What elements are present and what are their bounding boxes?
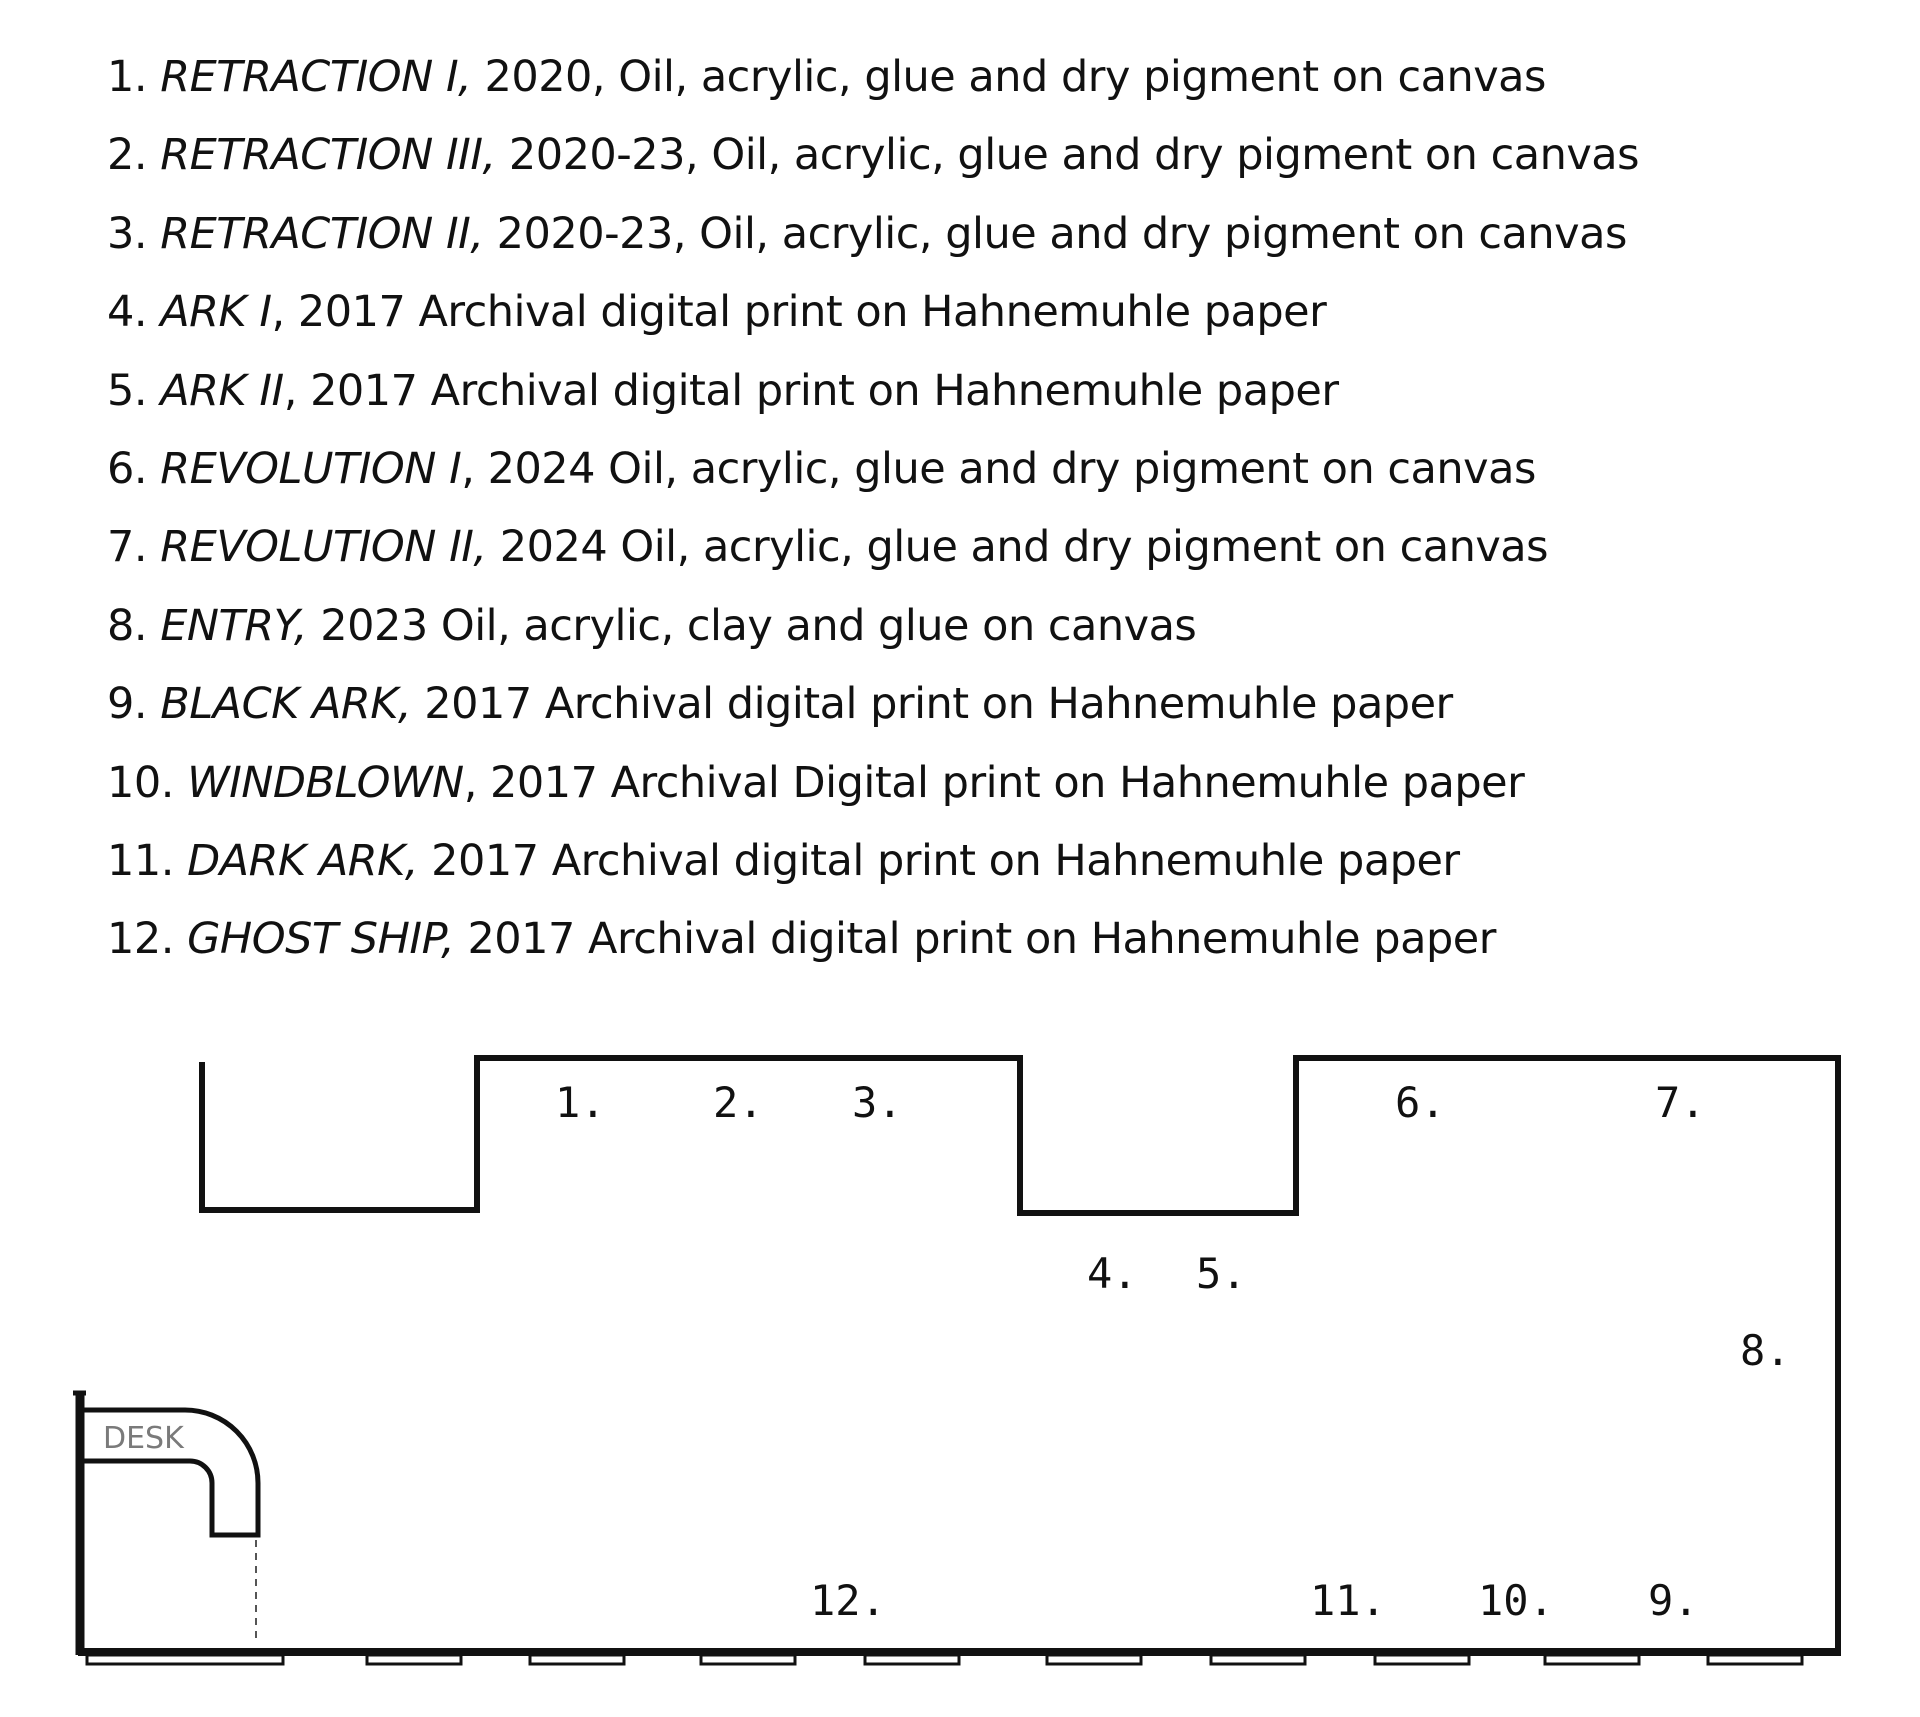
floorplan-position-8: 8.: [1740, 1326, 1791, 1375]
artwork-title: RETRACTION I,: [160, 52, 472, 102]
artwork-title: ARK II: [160, 365, 284, 416]
checklist-number: 4.: [107, 287, 148, 338]
checklist-item: [107, 744, 1639, 822]
window: [1708, 1655, 1802, 1664]
floorplan-position-10: 10.: [1478, 1576, 1554, 1625]
checklist-item: [107, 352, 1639, 430]
artwork-details: 2024 Oil, acrylic, glue and dry pigment on canvas: [486, 522, 1549, 573]
artwork-title: GHOST SHIP,: [187, 914, 455, 965]
checklist-number: 12.: [107, 914, 174, 965]
window: [1545, 1655, 1639, 1664]
artwork-title: REVOLUTION I: [160, 443, 462, 494]
window: [701, 1655, 795, 1664]
artwork-details: , 2017 Archival Digital print on Hahnemuhle paper: [463, 757, 1525, 808]
checklist-item: [107, 900, 1639, 978]
checklist-number: 5.: [107, 365, 148, 416]
window: [87, 1655, 283, 1664]
artwork-title: WINDBLOWN: [187, 757, 464, 808]
artwork-details: 2020-23, Oil, acrylic, glue and dry pigment on canvas: [495, 130, 1640, 181]
artwork-title: RETRACTION III,: [160, 130, 496, 181]
checklist-item: [107, 508, 1639, 586]
checklist-number: 10.: [107, 757, 174, 808]
artwork-details: , 2017 Archival digital print on Hahnemuhle paper: [271, 287, 1327, 338]
window: [865, 1655, 959, 1664]
artwork-title: ARK I: [160, 287, 272, 338]
checklist-number: 7.: [107, 522, 148, 573]
artwork-details: 2017 Archival digital print on Hahnemuhle paper: [418, 835, 1460, 886]
artwork-details: 2017 Archival digital print on Hahnemuhle paper: [454, 914, 1496, 965]
gallery-walls: [202, 1058, 1838, 1652]
floorplan-position-6: 6.: [1395, 1078, 1446, 1127]
floorplan-position-11: 11.: [1310, 1576, 1386, 1625]
checklist-item: [107, 587, 1639, 665]
checklist-number: 3.: [107, 208, 148, 259]
checklist-item: [107, 822, 1639, 900]
window: [1375, 1655, 1469, 1664]
artwork-details: , 2017 Archival digital print on Hahnemuhle paper: [283, 365, 1339, 416]
artwork-title: DARK ARK,: [187, 835, 418, 886]
artwork-details: 2020-23, Oil, acrylic, glue and dry pigment on canvas: [483, 208, 1627, 259]
artwork-title: ENTRY,: [160, 600, 308, 651]
checklist-item: [107, 116, 1639, 194]
floorplan-position-4: 4.: [1087, 1249, 1138, 1298]
window: [1211, 1655, 1305, 1664]
checklist-number: 1.: [107, 52, 148, 102]
floorplan-position-2: 2.: [713, 1078, 764, 1127]
floorplan-position-1: 1.: [555, 1078, 606, 1127]
checklist-number: 2.: [107, 130, 148, 181]
floorplan-position-5: 5.: [1196, 1249, 1247, 1298]
front-windows: [87, 1655, 1802, 1664]
window: [367, 1655, 461, 1664]
floorplan-position-9: 9.: [1648, 1576, 1699, 1625]
checklist-item: [107, 195, 1639, 273]
gallery-floor-plan: [0, 1000, 1920, 1717]
window: [530, 1655, 624, 1664]
floorplan-position-12: 12.: [810, 1576, 886, 1625]
artwork-details: 2023 Oil, acrylic, clay and glue on canvas: [307, 600, 1197, 651]
checklist-number: 8.: [107, 600, 148, 651]
checklist-number: 6.: [107, 443, 148, 494]
checklist-item: [107, 430, 1639, 508]
window: [1047, 1655, 1141, 1664]
floorplan-position-7: 7.: [1655, 1078, 1706, 1127]
artwork-details: 2020, Oil, acrylic, glue and dry pigment on canvas: [471, 52, 1546, 102]
checklist-item: [107, 38, 1639, 116]
artwork-title: BLACK ARK,: [160, 679, 412, 730]
artwork-title: REVOLUTION II,: [160, 522, 487, 573]
checklist-item: [107, 273, 1639, 351]
artwork-details: 2017 Archival digital print on Hahnemuhle paper: [411, 679, 1453, 730]
artwork-details: , 2024 Oil, acrylic, glue and dry pigment on canvas: [461, 443, 1536, 494]
desk-label: DESK: [103, 1421, 184, 1456]
artwork-checklist: [107, 38, 1639, 979]
checklist-number: 11.: [107, 835, 174, 886]
checklist-item: [107, 665, 1639, 743]
artwork-title: RETRACTION II,: [160, 208, 484, 259]
checklist-number: 9.: [107, 679, 148, 730]
floorplan-position-3: 3.: [852, 1078, 903, 1127]
